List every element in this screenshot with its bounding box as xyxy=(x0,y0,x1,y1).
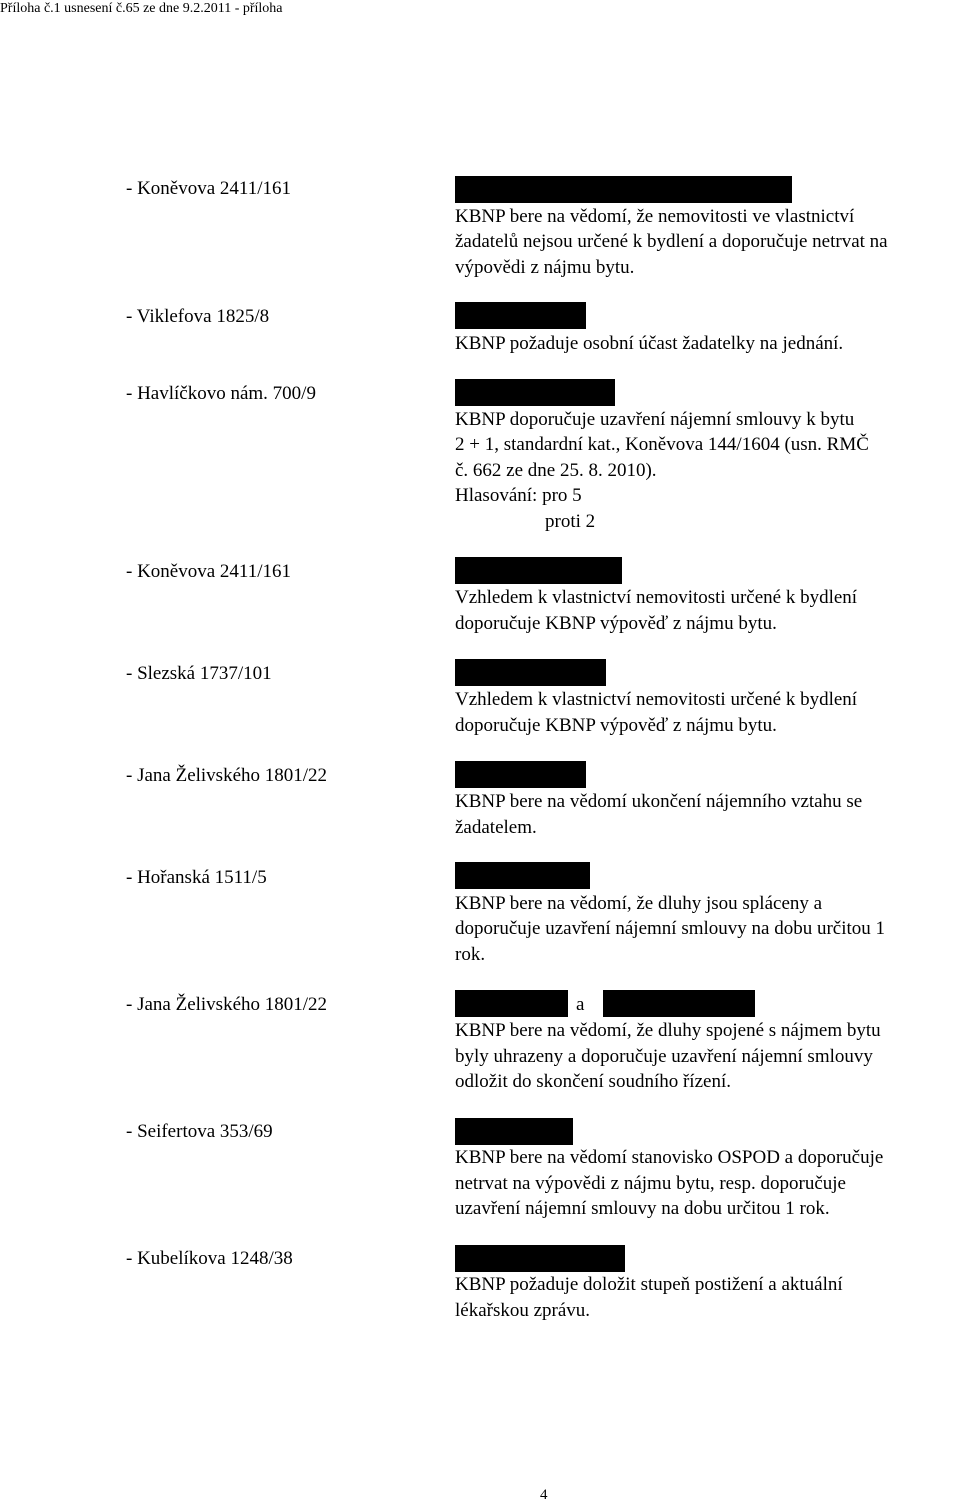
redaction-bar xyxy=(455,557,622,584)
address-label: - Jana Želivského 1801/22 xyxy=(126,994,328,1015)
address-label: - Koněvova 2411/161 xyxy=(126,561,291,582)
redaction-bar xyxy=(455,862,590,889)
resolution-line: byly uhrazeny a doporučuje uzavření nájemní smlouvy xyxy=(455,1046,873,1067)
resolution-line: doporučuje KBNP výpověď z nájmu bytu. xyxy=(455,715,777,736)
resolution-line: doporučuje KBNP výpověď z nájmu bytu. xyxy=(455,613,777,634)
redaction-bar xyxy=(455,1245,625,1272)
resolution-line: lékařskou zprávu. xyxy=(455,1300,591,1321)
redaction-bar xyxy=(455,761,586,788)
redaction-bar xyxy=(455,302,586,329)
resolution-line: 2 + 1, standardní kat., Koněvova 144/1604 (usn. RMČ xyxy=(455,434,869,455)
address-label: - Hořanská 1511/5 xyxy=(126,867,267,888)
resolution-line: KBNP bere na vědomí stanovisko OSPOD a doporučuje xyxy=(455,1147,884,1168)
address-label: - Havlíčkovo nám. 700/9 xyxy=(126,383,316,404)
redaction-bar xyxy=(455,1118,573,1145)
redaction-bar xyxy=(455,659,606,686)
connector-text: a xyxy=(576,994,585,1015)
resolution-line: uzavření nájemní smlouvy na dobu určitou 1 rok. xyxy=(455,1198,830,1219)
address-label: - Slezská 1737/101 xyxy=(126,663,272,684)
resolution-line: doporučuje uzavření nájemní smlouvy na dobu určitou 1 xyxy=(455,918,886,939)
address-label: - Kubelíkova 1248/38 xyxy=(126,1248,293,1269)
page-number: 4 xyxy=(540,1487,548,1503)
document-header: Příloha č.1 usnesení č.65 ze dne 9.2.2011 - příloha xyxy=(0,1,283,16)
vote-label: Hlasování: pro 5 xyxy=(455,485,582,506)
resolution-line: KBNP bere na vědomí, že dluhy jsou spláceny a xyxy=(455,893,823,914)
redaction-bar xyxy=(455,379,615,406)
redaction-bar xyxy=(455,990,568,1017)
resolution-line: KBNP bere na vědomí, že dluhy spojené s nájmem bytu xyxy=(455,1020,881,1041)
redaction-bar xyxy=(603,990,755,1017)
resolution-line: žadatelem. xyxy=(455,817,537,838)
resolution-line: Vzhledem k vlastnictví nemovitosti určené k bydlení xyxy=(455,587,858,608)
address-label: - Seifertova 353/69 xyxy=(126,1121,273,1142)
resolution-line: KBNP bere na vědomí ukončení nájemního vztahu se xyxy=(455,791,863,812)
resolution-line: KBNP požaduje doložit stupeň postižení a aktuální xyxy=(455,1274,843,1295)
resolution-line: KBNP požaduje osobní účast žadatelky na jednání. xyxy=(455,333,844,354)
address-label: - Viklefova 1825/8 xyxy=(126,306,270,327)
resolution-line: výpovědi z nájmu bytu. xyxy=(455,257,635,278)
resolution-line: č. 662 ze dne 25. 8. 2010). xyxy=(455,460,657,481)
address-label: - Koněvova 2411/161 xyxy=(126,178,291,199)
resolution-line: Vzhledem k vlastnictví nemovitosti určené k bydlení xyxy=(455,689,858,710)
vote-against: proti 2 xyxy=(545,511,596,532)
resolution-line: KBNP bere na vědomí, že nemovitosti ve vlastnictví xyxy=(455,206,855,227)
redaction-bar xyxy=(455,176,792,203)
resolution-line: rok. xyxy=(455,944,486,965)
resolution-line: KBNP doporučuje uzavření nájemní smlouvy k bytu xyxy=(455,409,855,430)
address-label: - Jana Želivského 1801/22 xyxy=(126,765,328,786)
resolution-line: netrvat na výpovědi z nájmu bytu, resp. doporučuje xyxy=(455,1173,846,1194)
resolution-line: odložit do skončení soudního řízení. xyxy=(455,1071,731,1092)
resolution-line: žadatelů nejsou určené k bydlení a doporučuje netrvat na xyxy=(455,231,888,252)
